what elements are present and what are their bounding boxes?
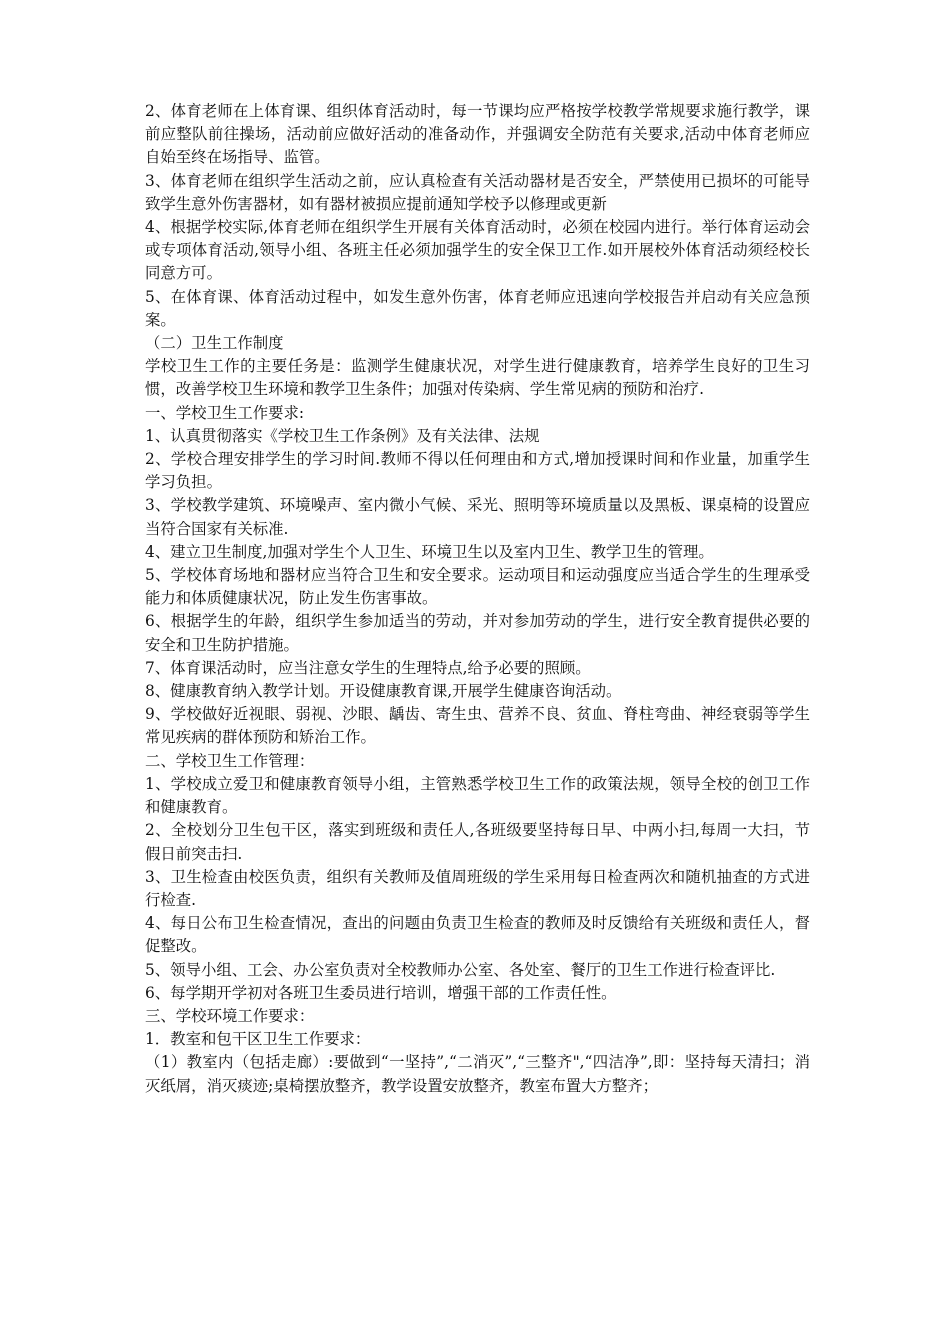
paragraph-hygiene-tasks: 学校卫生工作的主要任务是：监测学生健康状况，对学生进行健康教育，培养学生良好的卫生习惯，改善学校卫生环境和教学卫生条件；加强对传染病、学生常见病的预防和治疗.: [145, 357, 810, 399]
section-heading-environment-requirements: 三、学校环境工作要求：: [145, 1006, 315, 1025]
paragraph-mgmt-2: 2、全校划分卫生包干区，落实到班级和责任人,各班级要坚持每日早、中两小扫,每周一大扫，节假日前突击扫.: [145, 821, 810, 863]
paragraph-mgmt-5: 5、领导小组、工会、办公室负责对全校教师办公室、各处室、餐厅的卫生工作进行检查评比.: [145, 960, 776, 979]
paragraph-pe-4: 4、根据学校实际,体育老师在组织学生开展有关体育活动时，必须在校园内进行。举行体育运动会或专项体育活动,领导小组、各班主任必须加强学生的安全保卫工作.如开展校外体育活动须经校长同意方可。: [145, 218, 810, 283]
paragraph-req-9: 9、学校做好近视眼、弱视、沙眼、龋齿、寄生虫、营养不良、贫血、脊柱弯曲、神经衰弱等学生常见疾病的群体预防和矫治工作。: [145, 705, 810, 747]
paragraph-env-1: 1．教室和包干区卫生工作要求：: [145, 1030, 371, 1049]
paragraph-mgmt-1: 1、学校成立爱卫和健康教育领导小组，主管熟悉学校卫生工作的政策法规，领导全校的创卫工作和健康教育。: [145, 774, 810, 817]
paragraph-pe-3: 3、体育老师在组织学生活动之前，应认真检查有关活动器材是否安全，严禁使用已损坏的可能导致学生意外伤害器材，如有器材被损应提前通知学校予以修理或更新: [145, 171, 810, 213]
paragraph-req-3: 3、学校教学建筑、环境噪声、室内微小气候、采光、照明等环境质量以及黑板、课桌椅的设置应当符合国家有关标准.: [145, 496, 810, 538]
paragraph-mgmt-4: 4、每日公布卫生检查情况，查出的问题由负责卫生检查的教师及时反馈给有关班级和责任人，督促整改。: [145, 914, 810, 956]
paragraph-req-7: 7、体育课活动时，应当注意女学生的生理特点,给予必要的照顾。: [145, 658, 591, 677]
section-heading-hygiene-requirements: 一、学校卫生工作要求:: [145, 403, 305, 422]
section-heading-hygiene-system: （二）卫生工作制度: [145, 334, 284, 353]
paragraph-pe-2: 2、体育老师在上体育课、组织体育活动时，每一节课均应严格按学校教学常规要求施行教学，课前应整队前往操场，活动前应做好活动的准备动作，并强调安全防范有关要求,活动中体育老师应自始至终在场指导、监管。: [145, 102, 810, 167]
paragraph-req-5: 5、学校体育场地和器材应当符合卫生和安全要求。运动项目和运动强度应当适合学生的生理承受能力和体质健康状况，防止发生伤害事故。: [145, 566, 810, 608]
document-page: [145, 100, 810, 1098]
paragraph-mgmt-3: 3、卫生检查由校医负责，组织有关教师及值周班级的学生采用每日检查两次和随机抽查的方式进行检查.: [145, 867, 810, 909]
paragraph-mgmt-6: 6、每学期开学初对各班卫生委员进行培训，增强干部的工作责任性。: [145, 983, 617, 1002]
paragraph-req-6: 6、根据学生的年龄，组织学生参加适当的劳动，并对参加劳动的学生，进行安全教育提供必要的安全和卫生防护措施。: [145, 612, 810, 654]
paragraph-req-1: 1、认真贯彻落实《学校卫生工作条例》及有关法律、法规: [145, 426, 540, 445]
paragraph-req-4: 4、建立卫生制度,加强对学生个人卫生、环境卫生以及室内卫生、教学卫生的管理。: [145, 542, 714, 561]
paragraph-env-1-1: （1）教室内（包括走廊）:要做到“一坚持”,“二消灭”,“三整齐",“四洁净”,即：坚持每天清扫；消灭纸屑，消灭痰迹;桌椅摆放整齐，教学设置安放整齐，教室布置大方整齐；: [145, 1053, 810, 1095]
paragraph-req-2: 2、学校合理安排学生的学习时间.教师不得以任何理由和方式,增加授课时间和作业量，加重学生学习负担。: [145, 450, 810, 492]
section-heading-hygiene-management: 二、学校卫生工作管理：: [145, 751, 315, 770]
paragraph-pe-5: 5、在体育课、体育活动过程中，如发生意外伤害，体育老师应迅速向学校报告并启动有关应急预案。: [145, 287, 810, 329]
paragraph-req-8: 8、健康教育纳入教学计划。开设健康教育课,开展学生健康咨询活动。: [145, 682, 622, 701]
